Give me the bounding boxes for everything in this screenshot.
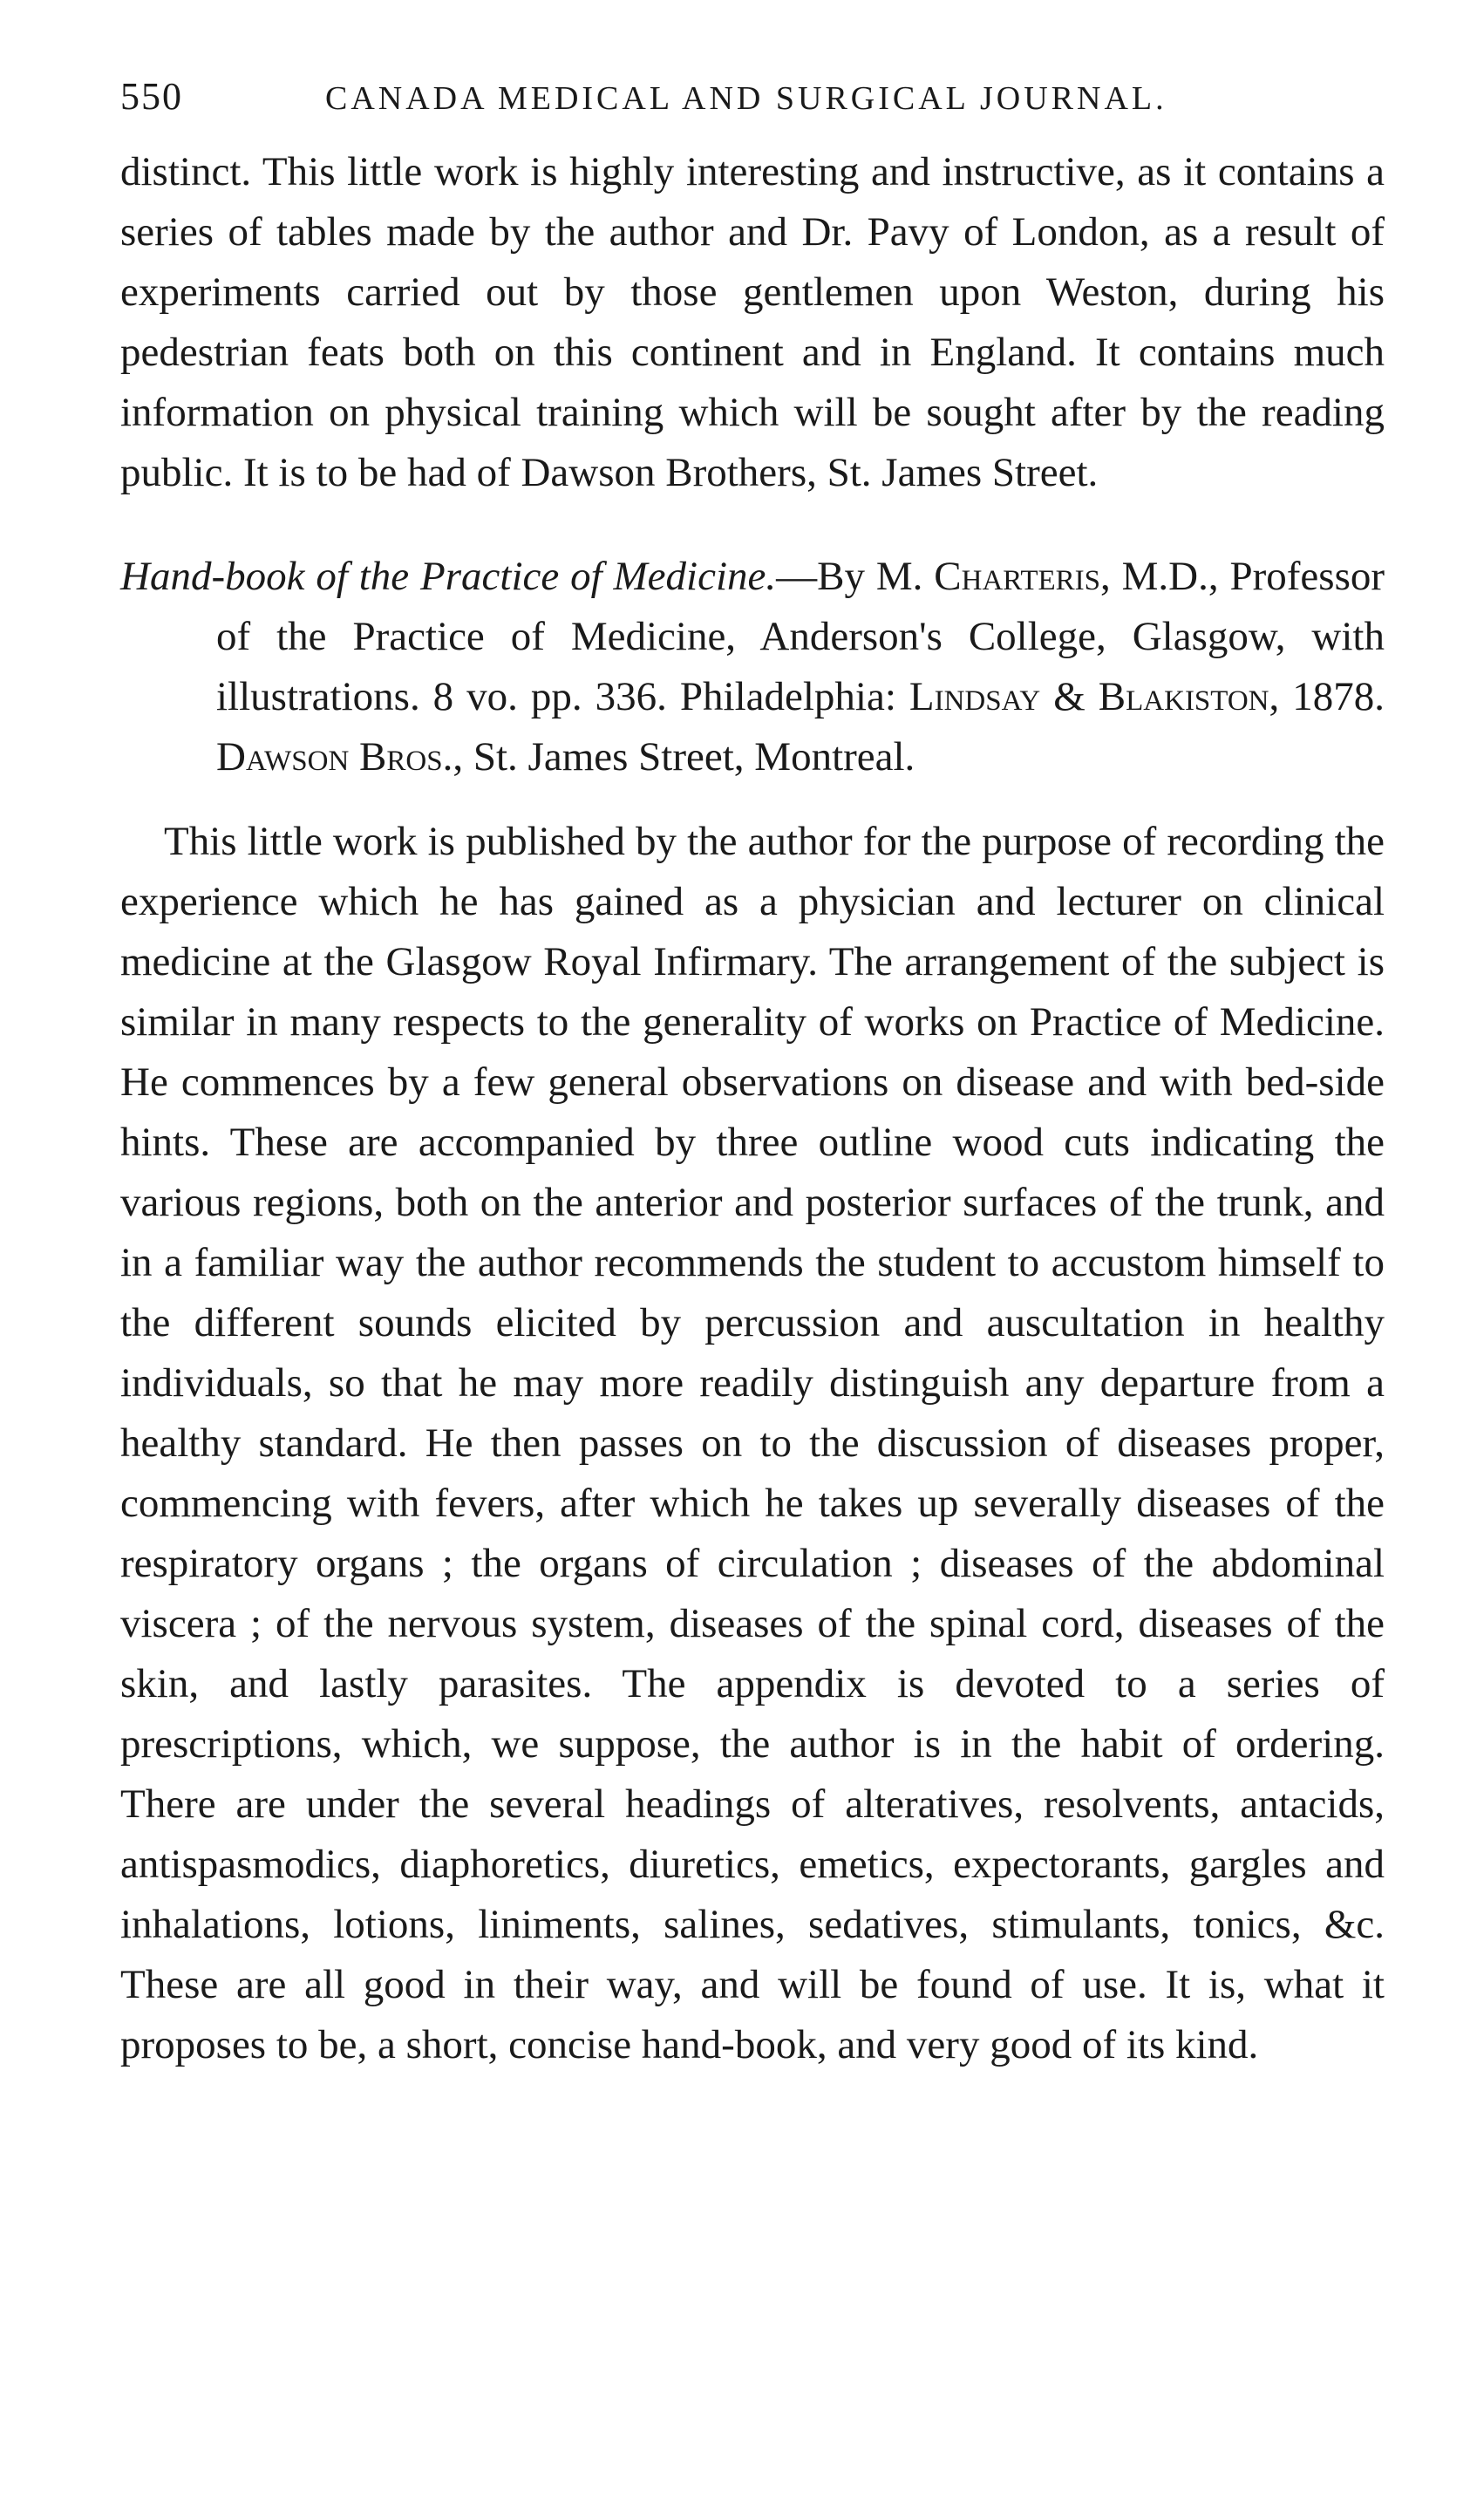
journal-title: CANADA MEDICAL AND SURGICAL JOURNAL. [325,80,1167,117]
book-seller-address: St. James Street, Montreal. [473,734,915,780]
running-head [120,74,1385,135]
book-year: 1878. [1292,674,1385,719]
journal-page [120,74,1385,2075]
book-title: Hand-book of the Practice of Medicine. [120,554,777,599]
book-details: M.D., Professor of the Practice of Medicine, Anderson's College, Glasgow, with illustrations. 8 vo. pp. 336. Philadelphia: [216,554,1385,719]
book-author: M. Charteris, [875,554,1111,599]
page-number: 550 [120,75,183,118]
book-entry [120,547,1385,787]
review-paragraph: This little work is published by the author for the purpose of recording the experience which he has gained as a physician and lecturer on clinical medicine at the Glasgow Royal Infirmary. The arrangement of the subject is similar in many respects to the generality of works on Practice of Medicine. He commences by a few general observations on disease and with bed-side hints. These are accompanied by three outline wood cuts indicating the various regions, both on the anterior and posterior surfaces of the trunk, and in a familiar way the author recommends the student to accustom himself to the different sounds elicited by percussion and auscultation in healthy individuals, so that he may more readily distinguish any departure from a healthy standard. He then passes on to the discussion of diseases proper, commencing with fevers, after which he takes up severally diseases of the respiratory organs ; the organs of circulation ; diseases of the abdominal viscera ; of the nervous system, diseases of the spinal cord, diseases of the skin, and lastly parasites. The appendix is devoted to a series of prescriptions, which, we suppose, the author is in the habit of ordering. There are under the several headings of alteratives, resolvents, antacids, antispasmodics, diaphoretics, diuretics, emetics, expectorants, gargles and inhalations, lotions, liniments, salines, sedatives, stimulants, tonics, &c. These are all good in their way, and will be found of use. It is, what it proposes to be, a short, concise hand-book, and very good of its kind. [120,819,1385,2067]
intro-paragraph: distinct. This little work is highly interesting and instructive, as it contains a series of tables made by the author and Dr. Pavy of London, as a result of experiments carried out by those gentlemen upon Weston, during his pedestrian feats both on this continent and in England. It contains much information on physical training which will be sought after by the reading public. It is to be had of Dawson Brothers, St. James Street. [120,149,1385,495]
book-by: —By [776,554,865,599]
book-seller: Dawson Bros., [216,734,464,780]
book-publisher: Lindsay & Blakiston, [909,674,1280,719]
